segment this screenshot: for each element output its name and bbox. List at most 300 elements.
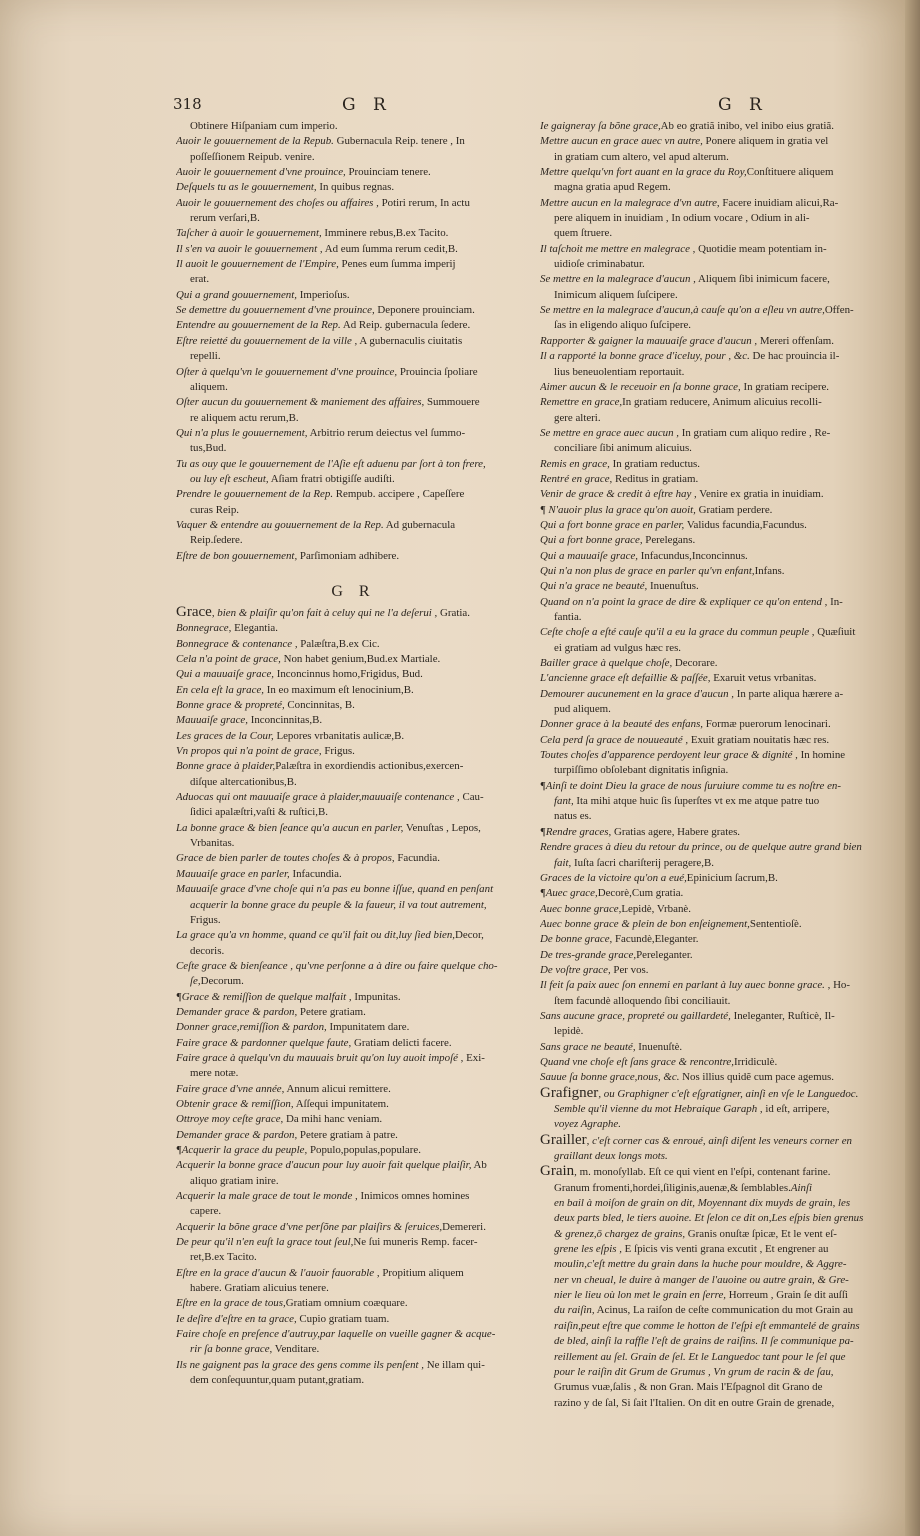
latin-text: erat. xyxy=(190,273,210,286)
french-text: ¶Ainſi te doint Dieu la grace de nous ſuruiure comme tu es noſtre en- xyxy=(540,779,841,792)
latin-text: E ſpicis vis venti grana excutit , Et engrener au xyxy=(621,1243,829,1256)
dictionary-line xyxy=(540,1055,902,1070)
french-text: ou luy eſt escheut, xyxy=(190,472,269,485)
french-text: Eſtre en la grace d'aucun & l'auoir fauorable , xyxy=(176,1266,380,1279)
french-text: fant, xyxy=(554,795,574,808)
latin-text: Ponere aliquem in gratia vel xyxy=(702,135,829,148)
dictionary-line xyxy=(540,932,902,947)
dictionary-line xyxy=(176,944,531,959)
french-text: Eſtre en la grace de tous, xyxy=(176,1297,286,1310)
dictionary-line xyxy=(540,288,902,303)
french-text: Grailler xyxy=(540,1132,587,1148)
french-text: Demourer aucunement en la grace d'aucun , xyxy=(540,687,734,700)
french-text: Auec bonne grace & plein de bon enſeignement, xyxy=(540,917,750,930)
french-text: Eſtre reietté du gouuernement de la ville , xyxy=(176,334,358,347)
french-text: Donner grace à la beauté des enfans, xyxy=(540,718,704,731)
dictionary-line xyxy=(540,856,902,871)
dictionary-line xyxy=(540,1009,902,1024)
latin-text: Concinnitas, B. xyxy=(284,699,355,712)
french-text: , bien & plaiſir qu'on fait à celuy qui ne l'a deſerui , xyxy=(211,606,438,619)
dictionary-line xyxy=(176,898,531,913)
dictionary-line xyxy=(176,1128,531,1143)
latin-text: Conſtituere aliquem xyxy=(746,166,834,179)
dictionary-line xyxy=(176,605,531,621)
dictionary-line xyxy=(176,713,531,728)
latin-text: ſtem facundè alloquendo ſibi conciliauit. xyxy=(554,994,731,1007)
french-text: De peur qu'il n'en euſt la grace tout ſeul, xyxy=(176,1236,354,1249)
french-text: De bonne grace, xyxy=(540,933,613,946)
latin-text: In gratiam recipere. xyxy=(740,380,830,393)
french-text: Quand vne choſe eſt ſans grace & rencontre, xyxy=(540,1055,734,1068)
dictionary-line xyxy=(540,994,902,1009)
latin-text: Infacundus,Inconcinnus. xyxy=(638,549,748,562)
latin-text: Inimicos omnes homines xyxy=(357,1190,470,1203)
latin-text: Cau- xyxy=(459,791,484,804)
dictionary-line xyxy=(540,1242,902,1257)
dictionary-line xyxy=(540,272,902,287)
dictionary-line xyxy=(540,180,902,195)
latin-text: Aſſequi impunitatem. xyxy=(293,1097,389,1110)
latin-text: Grumus vuæ,ſalis , & non Gran. Mais l'Eſpagnol dit Grano de xyxy=(554,1381,823,1394)
dictionary-line xyxy=(540,1117,902,1132)
dictionary-line xyxy=(540,809,902,824)
latin-text: poſſeſſionem Reipub. venire. xyxy=(190,150,315,163)
latin-text: Annum alicui remittere. xyxy=(284,1082,391,1095)
dictionary-line xyxy=(540,625,902,640)
french-text: moulin,c'eſt mettre du grain dans la huche pour mouldre, & Aggre- xyxy=(554,1258,847,1271)
latin-text: Quotidie meam potentiam in- xyxy=(695,242,827,255)
dictionary-line xyxy=(540,226,902,241)
french-text: Bonne grace & propreté, xyxy=(176,699,285,712)
latin-text: Petere gratiam à patre. xyxy=(297,1128,398,1141)
latin-text: In homine xyxy=(797,749,846,762)
french-text: Demander grace & pardon, xyxy=(176,1128,298,1141)
dictionary-line xyxy=(176,288,531,303)
french-text: graillant deux longs mots. xyxy=(554,1150,668,1163)
latin-text: aliquo gratiam inire. xyxy=(190,1174,279,1187)
dictionary-line xyxy=(176,683,531,698)
french-text: Mauuaiſe grace en parler, xyxy=(176,867,290,880)
french-text: nier le lieu où lon met le grain en ſerre, xyxy=(554,1289,726,1302)
latin-text: Ne illam qui- xyxy=(424,1358,485,1371)
french-text: Sans aucune grace, propreté ou gaillardeté, xyxy=(540,1009,731,1022)
dictionary-line xyxy=(540,717,902,732)
dictionary-line xyxy=(540,441,902,456)
dictionary-line xyxy=(540,380,902,395)
latin-text: Prouinciam tenere. xyxy=(345,166,431,179)
dictionary-line xyxy=(540,871,902,886)
latin-text: Populo,populas,populare. xyxy=(307,1144,421,1156)
latin-text: Irridiculè. xyxy=(733,1055,778,1068)
latin-text: natus es. xyxy=(554,810,592,823)
french-text: ¶Auec grace, xyxy=(540,887,598,900)
latin-text: Gratiam perdere. xyxy=(695,503,773,516)
latin-text: Elegantia. xyxy=(231,622,278,635)
latin-text: In- xyxy=(827,595,843,608)
dictionary-line xyxy=(176,1005,531,1020)
french-text: Semble qu'il vienne du mot Hebraique Garaph , xyxy=(554,1103,763,1115)
dictionary-line xyxy=(540,365,902,380)
dictionary-line xyxy=(176,1189,531,1204)
dictionary-line xyxy=(540,564,902,579)
latin-text: Gratia. xyxy=(437,606,470,619)
french-text: Mettre aucun en la malegrace d'vn autre, xyxy=(540,196,720,209)
french-text: Rentré en grace, xyxy=(540,472,613,485)
french-text: Mettre quelqu'vn fort auant en la grace du Roy, xyxy=(540,166,747,179)
latin-text: Petere gratiam. xyxy=(297,1005,366,1018)
dictionary-line xyxy=(176,226,531,241)
dictionary-line xyxy=(176,180,531,195)
french-text: ¶ N'auoir plus la grace qu'on auoit, xyxy=(540,503,696,516)
latin-text: lepidè. xyxy=(554,1025,584,1038)
latin-text: Epinicium ſacrum,B. xyxy=(686,871,778,884)
dictionary-line xyxy=(176,1020,531,1035)
french-text: Ie deſire d'eſtre en ta grace, xyxy=(176,1312,297,1325)
dictionary-line xyxy=(540,579,902,594)
latin-text: Ad gubernacula xyxy=(383,518,456,531)
french-text: Faire grace & pardonner quelque faute, xyxy=(176,1036,352,1049)
dictionary-line xyxy=(176,1204,531,1219)
dictionary-line xyxy=(176,380,531,395)
latin-text: Inuenuſtè. xyxy=(635,1040,683,1053)
french-text: Ainſi xyxy=(790,1181,813,1194)
dictionary-line xyxy=(176,836,531,851)
latin-text: Lepores vrbanitatis aulicæ,B. xyxy=(273,729,405,742)
french-text: pour le raiſin dit Grum de Grumus , Vn grum de racin & de ſau, xyxy=(554,1365,834,1378)
latin-text: Nos illius quidẽ cum pace agemus. xyxy=(679,1071,834,1084)
latin-text: Ab eo gratiã inibo, vel inibo eius gratiã. xyxy=(660,120,834,132)
latin-text: id eſt, arripere, xyxy=(762,1103,830,1115)
dictionary-line xyxy=(176,503,531,518)
french-text: Cela n'a point de grace, xyxy=(176,653,281,665)
dictionary-line xyxy=(540,1334,902,1349)
latin-text: Parſimoniam adhibere. xyxy=(297,549,400,562)
latin-text: Inimicum aliquem ſuſcipere. xyxy=(554,288,678,301)
dictionary-line xyxy=(540,518,902,533)
dictionary-line xyxy=(540,963,902,978)
latin-text: Ad eum ſumma rerum cedit,B. xyxy=(322,242,458,255)
french-text: Rendre graces à dieu du retour du prince, ou de quelque autre grand bien xyxy=(540,841,862,854)
dictionary-line xyxy=(540,487,902,502)
french-text: Il feit ſa paix auec ſon ennemi en parlant à luy auec bonne grace. , xyxy=(540,979,831,992)
dictionary-line xyxy=(540,763,902,778)
dictionary-line xyxy=(176,667,531,682)
latin-text: ret,B.ex Tacito. xyxy=(190,1251,257,1264)
latin-text: conciliare ſibi animum alicuius. xyxy=(554,442,692,455)
latin-text: Offen- xyxy=(824,304,854,317)
dictionary-line xyxy=(176,990,531,1005)
latin-text: Venditare. xyxy=(272,1343,320,1356)
french-text: Tu as ouy que le gouuernement de l'Aſie eſt aduenu par ſort à ton frere, xyxy=(176,457,486,470)
latin-text: A gubernaculis ciuitatis xyxy=(357,334,463,347)
french-text: Qui a grand gouuernement, xyxy=(176,288,297,301)
dictionary-line xyxy=(540,349,902,364)
dictionary-line xyxy=(540,1133,902,1149)
dictionary-line xyxy=(540,1181,902,1196)
latin-text: Facere inuidiam alicui,Ra- xyxy=(719,196,839,209)
french-text: ner vn cheual, le duire à manger de l'auoine ou autre grain, & Gre- xyxy=(554,1273,849,1286)
dictionary-line xyxy=(176,1143,531,1158)
latin-text: Penes eum ſumma imperij xyxy=(338,258,456,271)
latin-text: turpiſſimo obſolebant dignitatis inſignia. xyxy=(554,764,729,777)
latin-text: , m. monoſyllab. Eſt ce qui vient en l'eſpi, contenant farine. xyxy=(574,1166,831,1179)
dictionary-line xyxy=(540,1273,902,1288)
french-text: Grace xyxy=(176,604,212,620)
latin-text: In parte aliqua hærere a- xyxy=(733,687,844,700)
dictionary-line xyxy=(176,242,531,257)
latin-text: Non habet genium,Bud.ex Martiale. xyxy=(280,653,441,665)
latin-text: fantia. xyxy=(554,611,582,623)
dictionary-line xyxy=(176,1358,531,1373)
dictionary-line xyxy=(176,165,531,180)
dictionary-line xyxy=(540,211,902,226)
dictionary-line xyxy=(540,779,902,794)
french-text: Deſquels tu as le gouuernement, xyxy=(176,181,317,194)
latin-text: In quibus regnas. xyxy=(316,181,395,194)
dictionary-line xyxy=(176,549,531,564)
dictionary-line xyxy=(176,1051,531,1066)
left-column xyxy=(176,119,531,1389)
french-text: Auoir le gouuernement de la Repub. xyxy=(176,135,334,148)
latin-text: Inuenuſtus. xyxy=(647,580,699,593)
dictionary-line xyxy=(176,119,531,134)
french-text: Acquerir la bõne grace d'vne perſõne par plaiſirs & ſeruices, xyxy=(176,1220,443,1233)
dictionary-line xyxy=(540,457,902,472)
dictionary-line xyxy=(176,1097,531,1112)
latin-text: ſas in eligendo aliquo ſuſcipere. xyxy=(554,319,691,332)
latin-text: Rempub. accipere , Capeſſere xyxy=(333,488,465,501)
latin-text: lius beneuolentiam reportauit. xyxy=(554,365,685,378)
french-text: Faire grace d'vne année, xyxy=(176,1082,285,1095)
dictionary-line xyxy=(176,805,531,820)
latin-text: Ita mihi atque huic ſis ſuperſtes vt ex me atque patre tuo xyxy=(573,795,820,808)
latin-text: Granum fromenti,hordei,ſiliginis,auenæ,& ſemblables. xyxy=(554,1181,791,1194)
french-text: Taſcher à auoir le gouuernement, xyxy=(176,227,322,240)
french-text: Qui a fort bonne grace, xyxy=(540,534,643,547)
latin-text: Gubernacula Reip. tenere , In xyxy=(333,135,465,148)
dictionary-line xyxy=(176,272,531,287)
dictionary-line xyxy=(176,867,531,882)
french-text: grene les eſpis , xyxy=(554,1243,622,1256)
latin-text: Prouincia ſpoliare xyxy=(397,365,478,378)
french-text: Qui n'a non plus de grace en parler qu'vn enfant, xyxy=(540,564,755,577)
dictionary-line xyxy=(540,395,902,410)
dictionary-line xyxy=(176,1373,531,1388)
latin-text: habere. Gratiam alicuius tenere. xyxy=(190,1282,329,1295)
latin-text: Obtinere Hiſpaniam cum imperio. xyxy=(190,120,338,132)
french-text: Les graces de la Cour, xyxy=(176,729,274,742)
dictionary-line xyxy=(540,702,902,717)
latin-text: Ho- xyxy=(830,979,851,992)
dictionary-line xyxy=(540,150,902,165)
dictionary-line xyxy=(540,902,902,917)
dictionary-line xyxy=(540,242,902,257)
latin-text: Inconcinnitas,B. xyxy=(247,714,323,727)
latin-text: Inconcinnus homo,Frigidus, Bud. xyxy=(274,668,423,681)
latin-text: Granis onuſtæ ſpicæ, Et le vent eſ- xyxy=(685,1227,837,1240)
dictionary-line xyxy=(540,595,902,610)
latin-text: Imperioſus. xyxy=(297,288,350,301)
dictionary-line xyxy=(176,1327,531,1342)
latin-text: Infans. xyxy=(754,564,785,577)
french-text: Ceſte choſe a eſté cauſe qu'il a eu la grace du commun peuple , xyxy=(540,626,815,639)
dictionary-line xyxy=(176,821,531,836)
latin-text: Decorare. xyxy=(672,657,718,670)
dictionary-line xyxy=(176,1082,531,1097)
latin-text: Frigus. xyxy=(190,913,221,926)
dictionary-line xyxy=(176,426,531,441)
dictionary-line xyxy=(540,1288,902,1303)
latin-text: Demereri. xyxy=(442,1220,486,1233)
french-text: Venir de grace & credit à eſtre hay , xyxy=(540,488,697,501)
latin-text: tus,Bud. xyxy=(190,442,227,455)
dictionary-line xyxy=(176,744,531,759)
dictionary-line xyxy=(540,1319,902,1334)
french-text: Acquerir la bonne grace d'aucun pour luy auoir fait quelque plaiſir, xyxy=(176,1159,472,1172)
latin-text: Sententioſè. xyxy=(749,917,802,930)
french-text: Ottroye moy ceſte grace, xyxy=(176,1113,284,1126)
french-text: Entendre au gouuernement de la Rep. xyxy=(176,319,341,332)
latin-text: Propitium aliquem xyxy=(379,1266,464,1279)
dictionary-line xyxy=(176,621,531,636)
dictionary-line xyxy=(176,913,531,928)
french-text: Il taſchoit me mettre en malegrace , xyxy=(540,242,696,255)
french-text: Auec bonne grace, xyxy=(540,902,622,915)
french-text: de bled, ainſi la raffle l'eſt de grains de raiſins. Il ſe communique pa- xyxy=(554,1335,854,1348)
latin-text: Impunitatem dare. xyxy=(326,1021,410,1034)
latin-text: In eo maximum eſt lenocinium,B. xyxy=(264,683,414,696)
french-text: De tres-grande grace, xyxy=(540,948,637,961)
dictionary-line xyxy=(176,1174,531,1189)
dictionary-line xyxy=(540,303,902,318)
dictionary-line xyxy=(540,840,902,855)
latin-text: magna gratia apud Regem. xyxy=(554,181,671,194)
dictionary-line xyxy=(176,365,531,380)
dictionary-line xyxy=(176,487,531,502)
latin-text: Reip.ſedere. xyxy=(190,534,243,547)
latin-text: Mereri offenſam. xyxy=(757,334,835,347)
latin-text: Validus facundia,Facundus. xyxy=(684,518,807,531)
dictionary-line xyxy=(176,759,531,774)
dictionary-line xyxy=(176,790,531,805)
dictionary-line xyxy=(540,165,902,180)
french-text: deux parts bled, le tiers auoine. Et ſelon ce dit on,Les eſpis bien grenus xyxy=(554,1212,864,1225)
latin-text: Pereleganter. xyxy=(636,948,693,961)
french-text: Se mettre en la malegrace d'aucun , xyxy=(540,273,696,286)
dictionary-line xyxy=(540,1070,902,1085)
dictionary-line xyxy=(176,318,531,333)
dictionary-line xyxy=(540,978,902,993)
dictionary-line xyxy=(176,1036,531,1051)
dictionary-line xyxy=(540,196,902,211)
dictionary-line xyxy=(176,150,531,165)
latin-text: curas Reip. xyxy=(190,503,239,516)
french-text: Remettre en grace, xyxy=(540,396,623,409)
latin-text: Ab xyxy=(471,1159,487,1172)
latin-text: Decor, xyxy=(455,929,484,942)
dictionary-line xyxy=(176,1342,531,1357)
latin-text: Perelegans. xyxy=(642,534,696,547)
french-text: Qui a fort bonne grace en parler, xyxy=(540,518,685,531)
latin-text: ſidici apalæſtri,vaſti & ruſtici,B. xyxy=(190,806,328,819)
french-text: La bonne grace & bien ſeance qu'a aucun en parler, xyxy=(176,821,404,834)
latin-text: Decorè,Cum gratia. xyxy=(597,887,684,900)
latin-text: Quæſiuit xyxy=(814,626,856,639)
french-text: Bonnegrace & contenance , xyxy=(176,637,298,650)
french-text: Qui n'a plus le gouuernement, xyxy=(176,426,308,439)
french-text: , c'eſt corner cas & enroué, ainſi diſent les veneurs corner en xyxy=(586,1134,852,1147)
dictionary-line xyxy=(176,196,531,211)
french-text: Se mettre en grace auec aucun , xyxy=(540,426,680,439)
dictionary-line xyxy=(540,426,902,441)
dictionary-line xyxy=(176,472,531,487)
dictionary-line xyxy=(176,1220,531,1235)
french-text: Eſtre de bon gouuernement, xyxy=(176,549,298,562)
dictionary-line xyxy=(176,441,531,456)
french-text: reillement au ſel. Grain de ſel. Et le Languedoc tant pour le ſel que xyxy=(554,1350,846,1363)
french-text: voyez Agraphe. xyxy=(554,1118,621,1131)
dictionary-line xyxy=(540,733,902,748)
latin-text: Decorum. xyxy=(200,975,244,988)
latin-text: repelli. xyxy=(190,350,221,363)
dictionary-line xyxy=(176,334,531,349)
latin-text: De hac prouincia il- xyxy=(749,350,840,363)
french-text: Demander grace & pardon, xyxy=(176,1005,298,1018)
french-text: Quand on n'a point la grace de dire & expliquer ce qu'on entend , xyxy=(540,595,828,608)
right-column xyxy=(540,119,902,1411)
latin-text: Iuſta ſacri chariſterij peragere,B. xyxy=(571,856,714,869)
latin-text: Gratiam delicti facere. xyxy=(351,1036,452,1049)
dictionary-line xyxy=(540,533,902,548)
dictionary-line xyxy=(176,518,531,533)
dictionary-line xyxy=(176,1296,531,1311)
dictionary-line xyxy=(540,1257,902,1272)
dictionary-line xyxy=(540,119,902,134)
latin-text: Horreum , Grain ſe dit auſſi xyxy=(726,1289,848,1302)
latin-text: Summouere xyxy=(424,396,480,409)
french-text: ſe, xyxy=(190,975,201,988)
dictionary-line xyxy=(176,928,531,943)
french-text: Se demettre du gouuernement d'vne prouince, xyxy=(176,304,375,317)
french-text: Il a rapporté la bonne grace d'iceluy, pour , &c. xyxy=(540,350,750,363)
french-text: Bonne grace à plaider, xyxy=(176,760,276,773)
latin-text: Ne ſui muneris Remp. facer- xyxy=(353,1236,478,1249)
latin-text: Per vos. xyxy=(610,963,649,976)
latin-text: Facundè,Eleganter. xyxy=(612,933,699,946)
french-text: du raiſin, xyxy=(554,1304,595,1317)
latin-text: In gratiam reductus. xyxy=(609,457,700,470)
dictionary-line xyxy=(176,457,531,472)
latin-text: Venuſtas , Lepos, xyxy=(403,821,481,834)
french-text: Toutes choſes d'apparence perdoyent leur grace & dignité , xyxy=(540,749,798,762)
french-text: Prendre le gouuernement de la Rep. xyxy=(176,488,334,501)
latin-text: Ad Reip. gubernacula ſedere. xyxy=(340,319,471,332)
dictionary-line xyxy=(540,1396,902,1411)
french-text: Il auoit le gouuernement de l'Empire, xyxy=(176,258,339,271)
dictionary-line xyxy=(176,652,531,667)
latin-text: Ineleganter, Ruſticè, Il- xyxy=(730,1009,835,1022)
dictionary-line xyxy=(176,411,531,426)
french-text: Bonnegrace, xyxy=(176,622,232,635)
latin-text: Gratiam omnium coæquare. xyxy=(285,1297,408,1310)
latin-text: Da mihi hanc veniam. xyxy=(283,1113,383,1126)
latin-text: Aliquem ſibi inimicum facere, xyxy=(695,273,830,286)
french-text: Faire choſe en preſence d'autruy,par laquelle on vueille gagner & acque- xyxy=(176,1328,496,1341)
dictionary-line xyxy=(176,257,531,272)
dictionary-line xyxy=(176,851,531,866)
dictionary-line xyxy=(540,886,902,901)
french-text: acquerir la bonne grace du peuple & la faueur, il va tout autrement, xyxy=(190,898,487,911)
